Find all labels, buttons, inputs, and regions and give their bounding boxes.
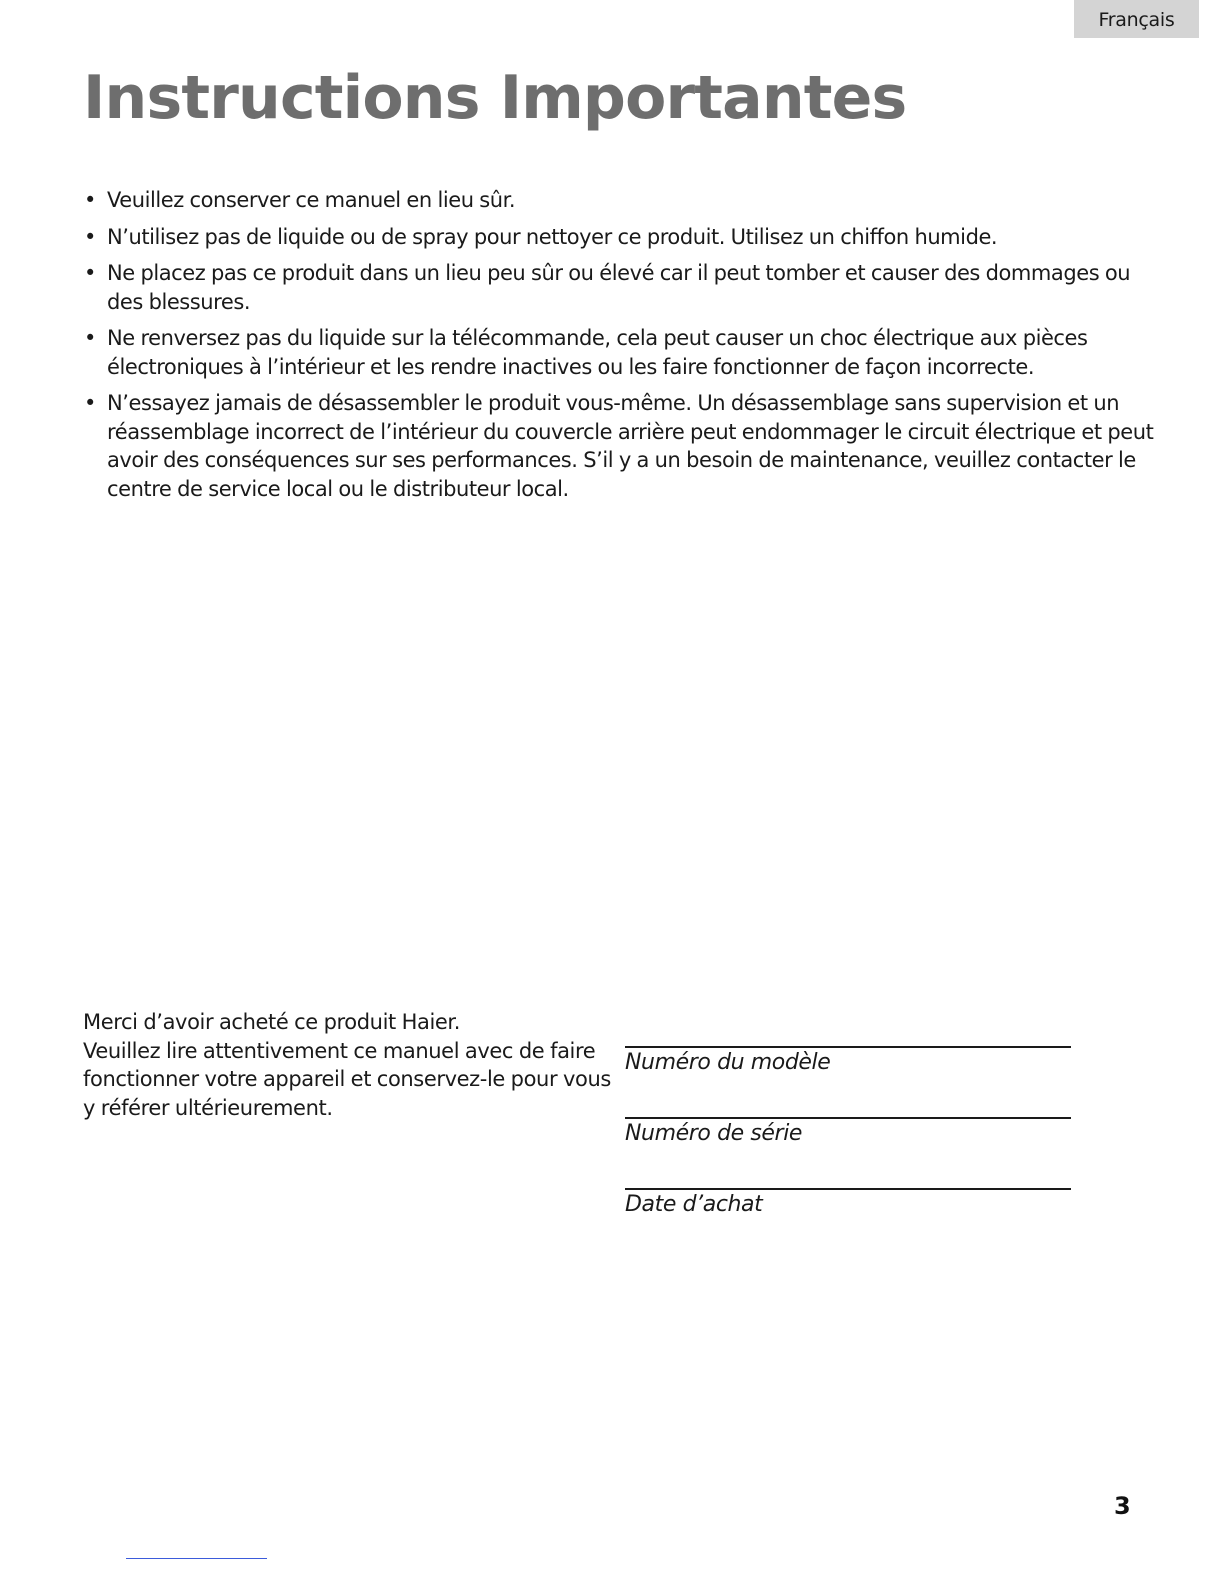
thank-you-note: [83, 1008, 613, 1122]
footer-link-underline[interactable]: [126, 1558, 267, 1559]
bullet-icon: •: [84, 224, 96, 249]
language-tab: Français: [1074, 0, 1199, 38]
instruction-text: Ne placez pas ce produit dans un lieu peu sûr ou élevé car il peut tomber et causer des dommages ou des blessures.: [107, 261, 1131, 314]
purchase-date-field: Date d’achat: [625, 1188, 1071, 1220]
instructions-list: [84, 186, 1154, 511]
bullet-icon: •: [84, 326, 96, 350]
instruction-text: Veuillez conserver ce manuel en lieu sûr.: [107, 188, 516, 212]
bullet-icon: •: [84, 391, 96, 415]
instruction-item: [84, 389, 1154, 503]
bullet-icon: •: [84, 188, 96, 212]
bullet-icon: •: [84, 261, 96, 285]
page-title: Instructions Importantes: [83, 63, 907, 133]
serial-number-field: Numéro de série: [625, 1117, 1071, 1149]
model-number-field: Numéro du modèle: [625, 1046, 1071, 1078]
instruction-item: [84, 324, 1154, 381]
instruction-item: [84, 259, 1154, 316]
read-manual-line: Veuillez lire attentivement ce manuel avec de faire fonctionner votre appareil et conservez-le pour vous y référer ultérieurement.: [83, 1038, 611, 1120]
thank-you-line: Merci d’avoir acheté ce produit Haier.: [83, 1010, 461, 1034]
instruction-item: [84, 186, 1154, 215]
page-number: 3: [1114, 1492, 1131, 1520]
instruction-text: N’utilisez pas de liquide ou de spray pour nettoyer ce produit. Utilisez un chiffon humide.: [107, 224, 998, 249]
instruction-text: Ne renversez pas du liquide sur la télécommande, cela peut causer un choc électrique aux pièces électroniques à l’intérieur et les rendre inactives ou les faire fonctionner de façon incorrecte.: [107, 326, 1088, 379]
instruction-item: [84, 223, 1154, 252]
instruction-text: N’essayez jamais de désassembler le produit vous-même. Un désassemblage sans supervision et un réassemblage incorrect de l’intérieur du couvercle arrière peut endommager le circuit électrique et peut avoir des conséquences sur ses performances. S’il y a un besoin de maintenance, veuillez contacter le centre de service local ou le distributeur local.: [107, 391, 1154, 501]
